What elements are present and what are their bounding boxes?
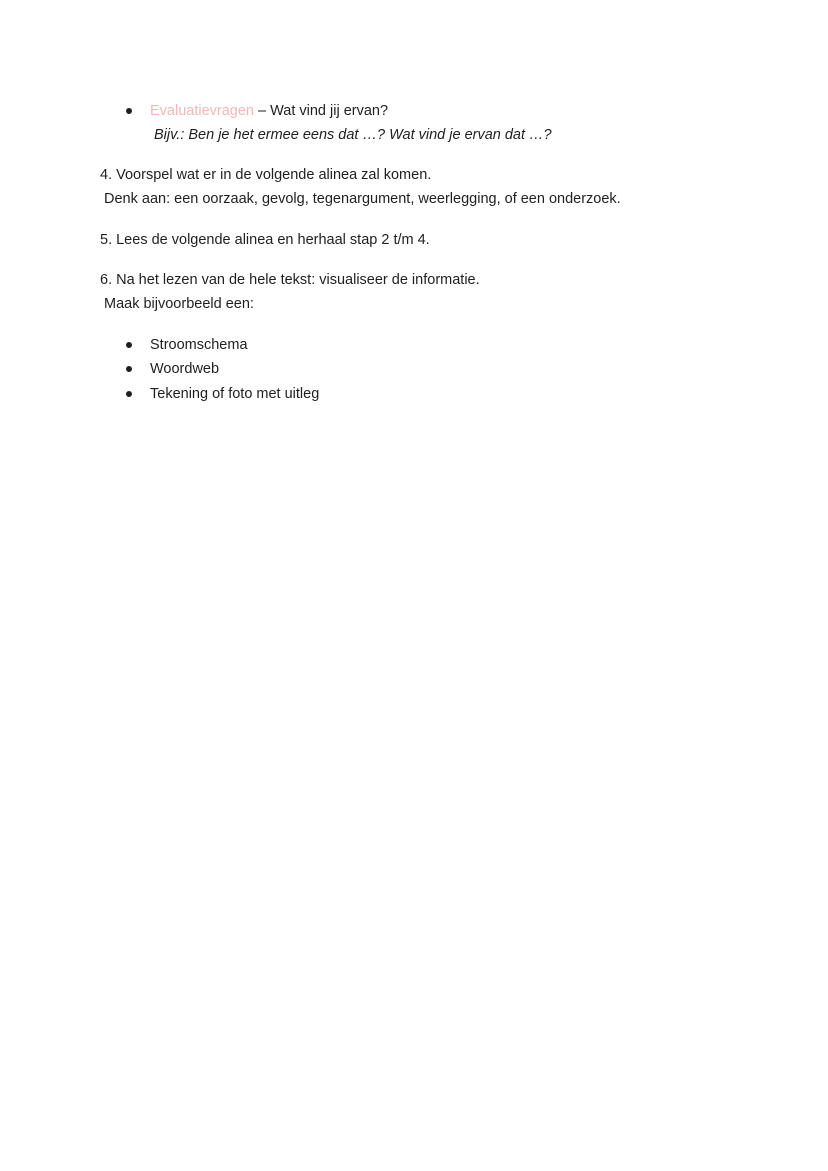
bullet-item-3: [126, 391, 132, 397]
list-item-stroomschema: Stroomschema: [150, 337, 248, 353]
evaluation-example: Bijv.: Ben je het ermee eens dat …? Wat vind je ervan dat …?: [154, 127, 552, 143]
step6-heading: 6. Na het lezen van de hele tekst: visualiseer de informatie.: [100, 272, 480, 288]
bullet-item-1: [126, 342, 132, 348]
list-item-woordweb: Woordweb: [150, 361, 220, 377]
evaluation-line: [150, 99, 388, 123]
list-item-tekening: Tekening of foto met uitleg: [150, 386, 320, 402]
bullet-evaluation: [126, 108, 132, 114]
step5-heading: 5. Lees de volgende alinea en herhaal stap 2 t/m 4.: [100, 232, 430, 248]
step6-hint: Maak bijvoorbeeld een:: [104, 296, 254, 312]
step4-hint: Denk aan: een oorzaak, gevolg, tegenargument, weerlegging, of een onderzoek.: [104, 191, 621, 207]
step4-heading: 4. Voorspel wat er in de volgende alinea zal komen.: [100, 167, 432, 183]
bullet-item-2: [126, 366, 132, 372]
evaluation-question: – Wat vind jij ervan?: [254, 103, 389, 119]
evaluation-term: Evaluatievragen: [150, 103, 254, 119]
